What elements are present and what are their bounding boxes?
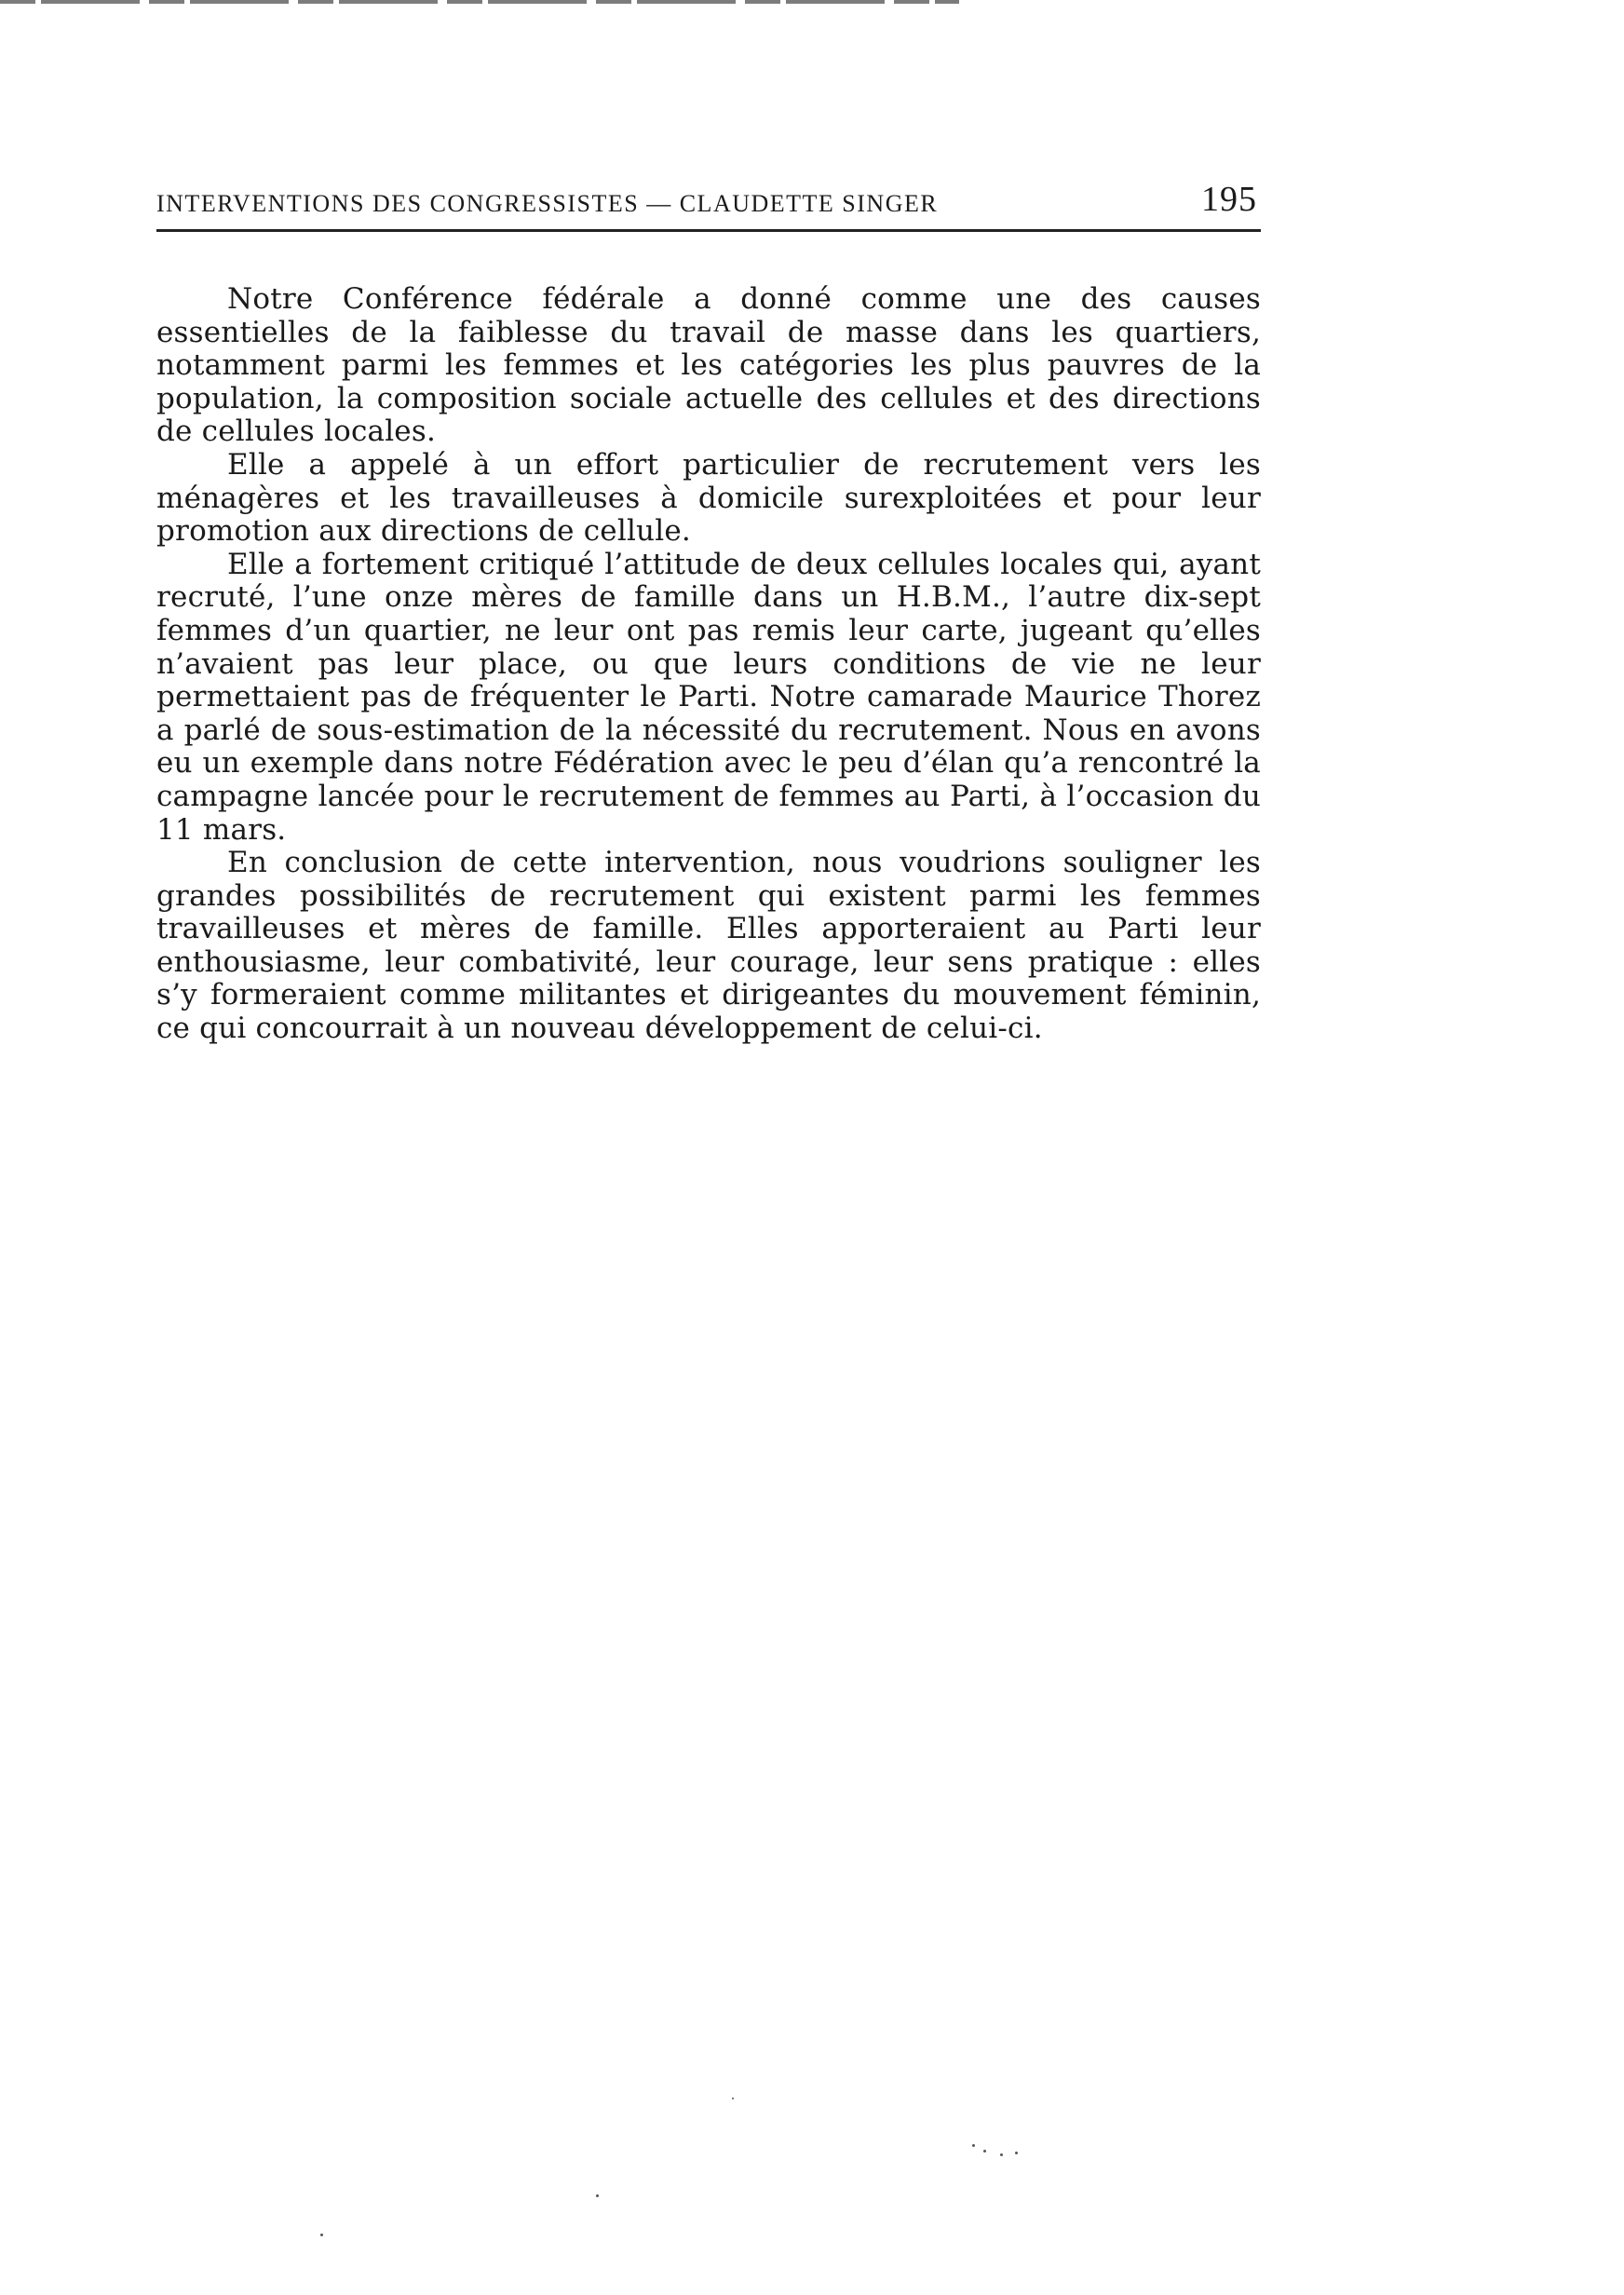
paragraph: Elle a appelé à un effort particulier de recrutement vers les ménagères et les travailleuses à domicile surexploitées et pour leur promotion aux directions de cellule. xyxy=(156,447,1261,549)
page-number: 195 xyxy=(1201,180,1257,219)
header-rule xyxy=(156,229,1261,232)
scan-speck xyxy=(596,2194,599,2197)
running-header xyxy=(156,180,1263,224)
running-header-title: INTERVENTIONS DES CONGRESSISTES — CLAUDETTE SINGER xyxy=(156,190,939,217)
scan-edge-artifact xyxy=(0,0,959,4)
scan-speck xyxy=(1015,2152,1018,2154)
scan-speck xyxy=(1000,2153,1003,2156)
scan-speck xyxy=(320,2234,323,2236)
paragraph: En conclusion de cette intervention, nous voudrions souligner les grandes possibilités de recrutement qui existent parmi les femmes travailleuses et mères de famille. Elles apporteraient au Parti leur enthousiasme, leur combativité, leur courage, leur sens pratique : elles s’y formeraient comme militantes et dirigeantes du mouvement féminin, ce qui concourrait à un nouveau développement de celui-ci. xyxy=(156,846,1261,1046)
paragraph: Elle a fortement critiqué l’attitude de deux cellules locales qui, ayant recruté, l’une onze mères de famille dans un H.B.M., l’autre dix-sept femmes d’un quartier, ne leur ont pas remis leur carte, jugeant qu’elles n’avaient pas leur place, ou que leurs conditions de vie ne leur permettaient pas de fréquenter le Parti. Notre camarade Maurice Thorez a parlé de sous-estimation de la nécessité du recrutement. Nous en avons eu un exemple dans notre Fédération avec le peu d’élan qu’a rencontré la campagne lancée pour le recrutement de femmes au Parti, à l’occasion du 11 mars. xyxy=(156,547,1261,847)
paragraph: Notre Conférence fédérale a donné comme une des causes essentielles de la faiblesse du travail de masse dans les quartiers, notamment parmi les femmes et les catégories les plus pauvres de la population, la composition sociale actuelle des cellules et des directions de cellules locales. xyxy=(156,282,1261,449)
scan-speck xyxy=(732,2098,734,2099)
scan-speck xyxy=(983,2150,986,2152)
scan-speck xyxy=(972,2144,975,2147)
body-text xyxy=(156,283,1261,1046)
